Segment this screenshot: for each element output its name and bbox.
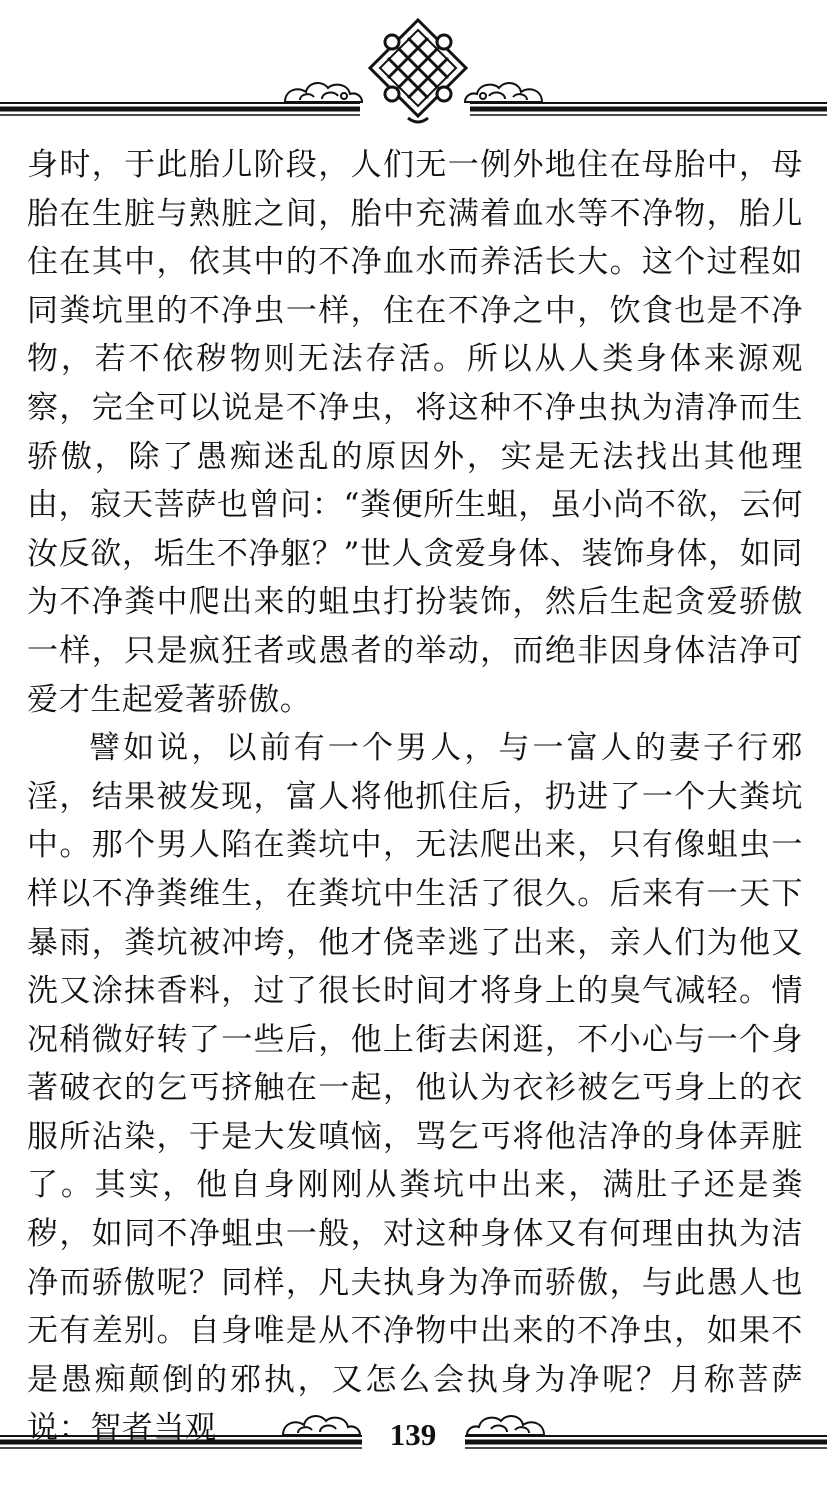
paragraph-1: 身时，于此胎儿阶段，人们无一例外地住在母胎中，母胎在生脏与熟脏之间，胎中充满着血水等不净物，胎儿住在其中，依其中的不净血水而养活长大。这个过程如同粪坑里的不净虫一样，住在不净之中，饮食也是不净物，若不依秽物则无法存活。所以从人类身体来源观察，完全可以说是不净虫，将这种不净虫执为清净而生骄傲，除了愚痴迷乱的原因外，实是无法找出其他理由，寂天菩萨也曾问：“粪便所生蛆，虽小尚不欲，云何汝反欲，垢生不净躯？”世人贪爱身体、装饰身体，如同为不净粪中爬出来的蛆虫打扮装饰，然后生起贪爱骄傲一样，只是疯狂者或愚者的举动，而绝非因身体洁净可爱才生起爱著骄傲。 [27,147,803,718]
cloud-scroll-left-icon [285,83,362,102]
footer-rule-left [0,1436,362,1448]
paragraph-2: 譬如说，以前有一个男人，与一富人的妻子行邪淫，结果被发现，富人将他抓住后，扔进了一个大粪坑中。那个男人陷在粪坑中，无法爬出来，只有像蛆虫一样以不净粪维生，在粪坑中生活了很久。后来有一天下暴雨，粪坑被冲垮，他才侥幸逃了出来，亲人们为他又洗又涂抹香料，过了很长时间才将身上的臭气减轻。情况稍微好转了一些后，他上街去闲逛，不小心与一个身著破衣的乞丐挤触在一起，他认为衣衫被乞丐身上的衣服所沾染，于是大发嗔恼，骂乞丐将他洁净的身体弄脏了。其实，他自身刚刚从粪坑中出来，满肚子还是粪秽，如同不净蛆虫一般，对这种身体又有何理由执为洁净而骄傲呢？同样，凡夫执身为净而骄傲，与此愚人也无有差别。自身唯是从不净物中出来的不净虫，如果不是愚痴颠倒的邪执，又怎么会执身为净呢？月称菩萨说：智者当观 [27,730,803,1447]
endless-knot-icon [370,20,466,122]
header-rule-right [470,103,827,115]
page-body-text [27,141,803,1453]
footer-cloud-left-icon [283,1416,360,1435]
page-number: 139 [389,1417,437,1452]
cloud-scroll-right-icon [465,83,542,102]
footer-rule-right [465,1436,827,1448]
header-rule-left [0,103,360,115]
page-footer-ornament [0,1405,827,1475]
footer-cloud-right-icon [467,1416,544,1435]
page-header-ornament [0,0,827,130]
